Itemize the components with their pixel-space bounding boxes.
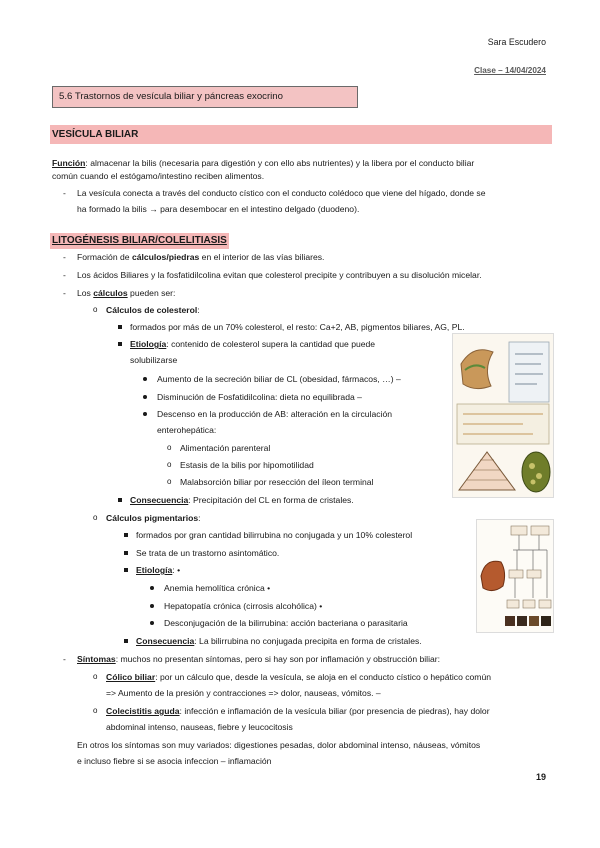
otros-sintomas-1: En otros los síntomas son muy variados: digestiones pesadas, dolor abdominal intenso, náuseas, vómitos	[77, 740, 481, 750]
pigmentarios-consecuencia	[136, 633, 422, 649]
pigmentarios-sq1: formados por gran cantidad bilirrubina no conjugada y un 10% colesterol	[136, 527, 412, 543]
colesterol-cons-text: : Precipitación del CL en forma de cristales.	[188, 495, 354, 505]
colesterol-cons-label: Consecuencia	[130, 495, 189, 505]
colesterol-etio-text-1: : contenido de colesterol supera la cantidad que puede	[166, 339, 376, 349]
colesterol-etio-text-2: solubilizarse	[130, 355, 178, 365]
colecistitis-line	[106, 703, 490, 719]
vesicula-dash-1a: - La vesícula conecta a través del conducto cístico con el conducto colédoco que viene del hígado, donde se	[77, 185, 485, 201]
heading-litogenesis: LITOGÉNESIS BILIAR/COLELITIASIS	[50, 233, 229, 249]
funcion-text-1: : almacenar la bilis (necesaria para digestión y con ello abs nutrientes) y la libera por el conducto biliar	[85, 158, 475, 168]
lito-dash-2: - Los ácidos Biliares y la fosfatidilcolina evitan que colesterol precipite y contribuyen a su disolución micelar.	[77, 267, 482, 283]
lito-d1-bold: cálculos/piedras	[131, 252, 200, 262]
colico-biliar-line	[106, 669, 491, 685]
figure-pigment-liver	[476, 519, 554, 633]
lito-dash-3	[77, 285, 175, 301]
colecistitis-text-2: abdominal intenso, nauseas, fiebre y leucocitosis	[106, 722, 293, 732]
colesterol-etio-label: Etiología	[130, 339, 167, 349]
colesterol-title-text: Cálculos de colesterol	[106, 305, 198, 315]
pigmentarios-cause-2: Hepatopatía crónica (cirrosis alcohólica) •	[164, 598, 322, 614]
colesterol-sub-3: o Malabsorción biliar por resección del íleon terminal	[180, 474, 373, 490]
pigmentarios-title-suffix: :	[198, 513, 201, 523]
colesterol-cause-3b: enterohepática:	[157, 425, 217, 435]
page-number: 19	[535, 772, 546, 782]
colecistitis-label: Colecistitis aguda	[106, 706, 180, 716]
pigmentarios-etiologia	[136, 562, 180, 578]
pigmentarios-cons-text: : La bilirrubina no conjugada precipita en forma de cristales.	[194, 636, 422, 646]
colico-text-2: => Aumento de la presión y contracciones => dolor, nauseas, vómitos. –	[106, 688, 381, 698]
pigmentarios-cause-1: Anemia hemolítica crónica •	[164, 580, 270, 596]
heading-vesicula-biliar: VESÍCULA BILIAR	[50, 125, 552, 144]
pigmentarios-cause-3: Desconjugación de la bilirrubina: acción bacteriana o parasitaria	[164, 615, 408, 631]
colesterol-title	[106, 302, 200, 318]
pigmentarios-cons-label: Consecuencia	[136, 636, 195, 646]
pigmentarios-title	[106, 510, 201, 526]
lito-d3-underlined: cálculos	[93, 288, 128, 298]
colesterol-sub-1: o Alimentación parenteral	[180, 440, 270, 456]
section-title-box: 5.6 Trastornos de vesícula biliar y páncreas exocrino	[52, 86, 358, 108]
vesicula-dash-1b: ha formado la bilis → para desembocar en el intestino delgado (duodeno).	[77, 204, 360, 214]
class-date: Clase – 14/04/2024	[474, 66, 546, 75]
colesterol-cause-1: Aumento de la secreción biliar de CL (obesidad, fármacos, …) –	[157, 371, 401, 387]
otros-sintomas-2: e incluso fiebre si se asocia infeccion – inflamación	[77, 756, 272, 766]
figure-vesicula-svg	[453, 334, 553, 497]
colico-text-1: : por un cálculo que, desde la vesícula, se aloja en el conducto cístico o hepático común	[155, 672, 492, 682]
colesterol-etiologia	[130, 336, 375, 352]
lito-dash-1	[77, 249, 324, 265]
pigmentarios-etio-label: Etiología	[136, 565, 173, 575]
colesterol-cause-3a: Descenso en la producción de AB: alteración en la circulación	[157, 406, 392, 422]
figure-vesicula-anatomy	[452, 333, 554, 498]
colecistitis-text-1: : infección e inflamación de la vesícula biliar (por presencia de piedras), hay dolor	[179, 706, 490, 716]
author-name: Sara Escudero	[487, 37, 546, 47]
colesterol-sub-2: o Estasis de la bilis por hipomotilidad	[180, 457, 314, 473]
sintomas-label: Síntomas	[77, 654, 116, 664]
sintomas-text: : muchos no presentan síntomas, pero si hay son por inflamación y obstrucción biliar:	[115, 654, 441, 664]
colesterol-title-suffix: :	[197, 305, 200, 315]
pigmentarios-etio-suffix: : •	[172, 565, 181, 575]
colico-label: Cólico biliar	[106, 672, 156, 682]
colesterol-consecuencia	[130, 492, 354, 508]
pigmentarios-sq2: Se trata de un trastorno asintomático.	[136, 545, 279, 561]
funcion-text-2: común cuando el estógamo/intestino reciben alimentos.	[52, 171, 265, 181]
pigmentarios-title-text: Cálculos pigmentarios	[106, 513, 199, 523]
lito-d3-post: pueden ser:	[127, 288, 176, 298]
colesterol-sq1: formados por más de un 70% colesterol, el resto: Ca+2, AB, pigmentos biliares, AG, PL.	[130, 319, 465, 335]
figure-pigment-svg	[477, 520, 553, 632]
colesterol-cause-2: Disminución de Fosfatidilcolina: dieta no equilibrada –	[157, 389, 362, 405]
lito-d1-pre: Formación de	[77, 252, 132, 262]
funcion-label: Función	[52, 158, 86, 168]
sintomas-line	[77, 651, 440, 667]
lito-d3-pre: Los	[77, 288, 94, 298]
lito-d1-post: en el interior de las vías biliares.	[199, 252, 325, 262]
